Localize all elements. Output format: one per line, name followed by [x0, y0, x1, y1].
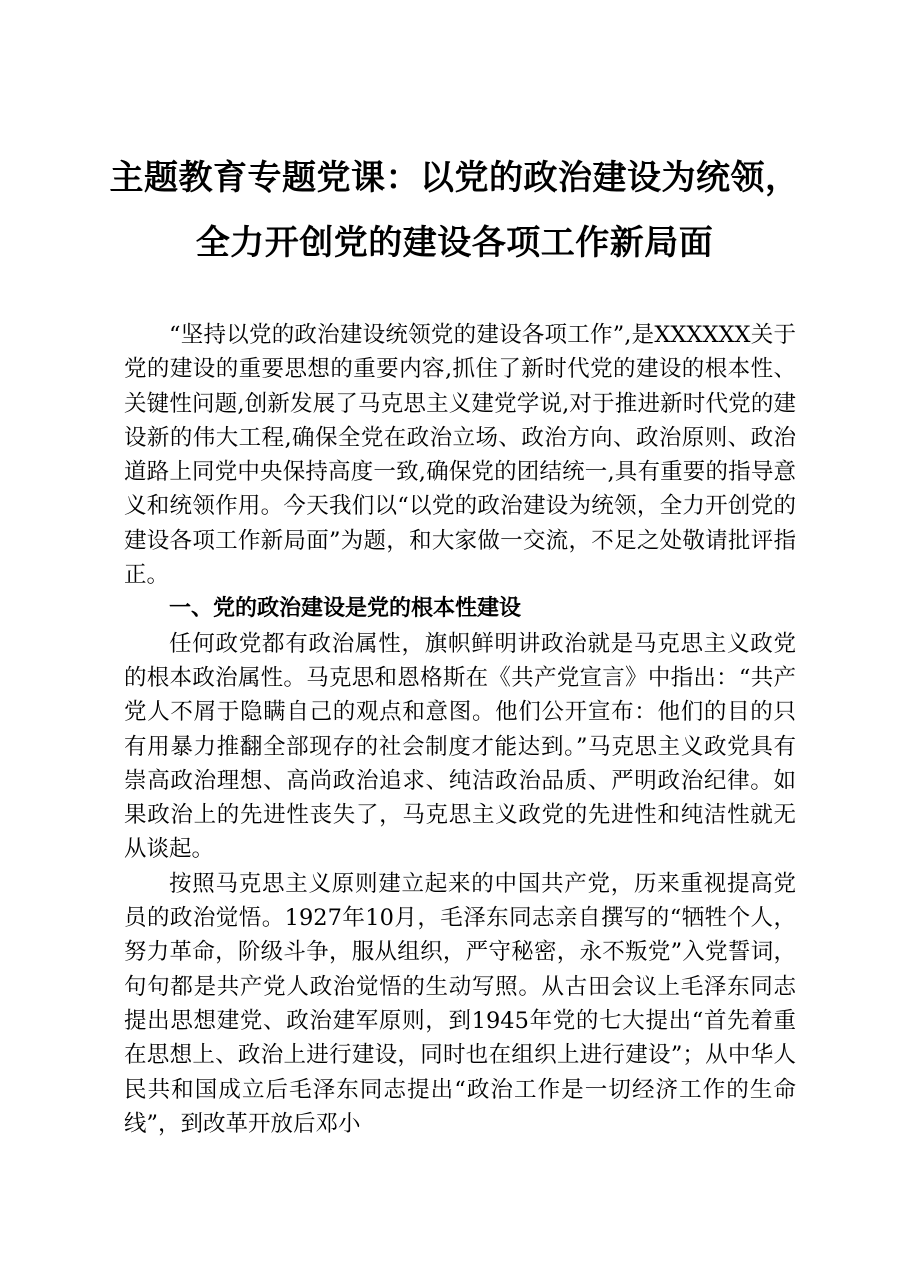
intro-paragraph: “坚持以党的政治建设统领党的建设各项工作”,是XXXXXX关于党的建设的重要思想的重要内容,抓住了新时代党的建设的根本性、关键性问题,创新发展了马克思主义建党学说,对于推进新时代党的建设新的伟大工程,确保全党在政治立场、政治方向、政治原则、政治道路上同党中央保持高度一致,确保党的团结统一,具有重要的指导意义和统领作用。今天我们以“以党的政治建设为统领，全力开创党的建设各项工作新局面”为题，和大家做一交流，不足之处敬请批评指正。: [124, 322, 796, 589]
body-paragraph: 任何政党都有政治属性，旗帜鲜明讲政治就是马克思主义政党的根本政治属性。马克思和恩格斯在《共产党宣言》中指出：“共产党人不屑于隐瞒自己的观点和意图。他们公开宣布：他们的目的只有用暴力推翻全部现存的社会制度才能达到。”马克思主义政党具有崇高政治理想、高尚政治追求、纯洁政治品质、严明政治纪律。如果政治上的先进性丧失了，马克思主义政党的先进性和纯洁性就无从谈起。: [124, 630, 796, 863]
body-paragraph: 按照马克思主义原则建立起来的中国共产党，历来重视提高党员的政治觉悟。1927年10月，毛泽东同志亲自撰写的“牺牲个人，努力革命，阶级斗争，服从组织，严守秘密，永不叛党”入党誓词，句句都是共产党人政治觉悟的生动写照。从古田会议上毛泽东同志提出思想建党、政治建军原则，到1945年党的七大提出“首先着重在思想上、政治上进行建设，同时也在组织上进行建设”；从中华人民共和国成立后毛泽东同志提出“政治工作是一切经济工作的生命线”，到改革开放后邓小: [124, 870, 796, 1137]
section-heading: 一、党的政治建设是党的根本性建设: [169, 596, 522, 622]
document-title-line-2: 全力开创党的建设各项工作新局面: [195, 223, 714, 263]
document-title-line-1: 主题教育专题党课：以党的政治建设为统领，: [109, 158, 800, 198]
document-body: [124, 318, 796, 1141]
